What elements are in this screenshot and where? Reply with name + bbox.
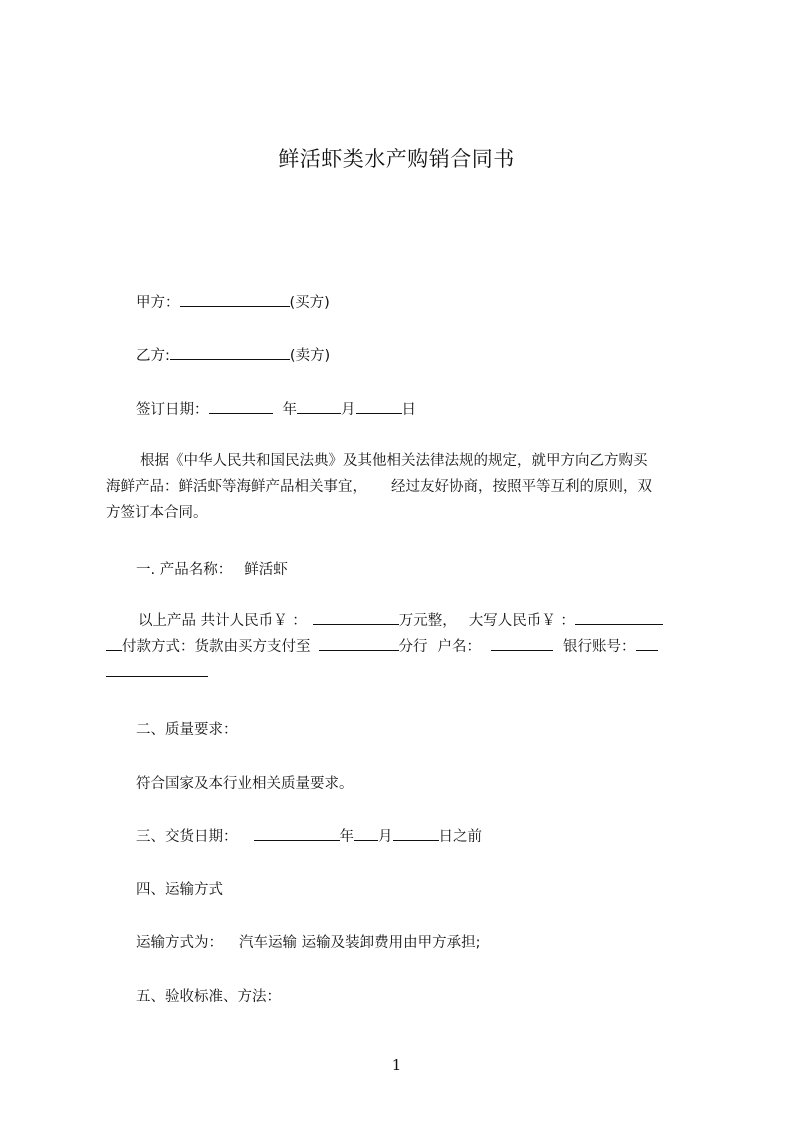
bank-blank <box>319 638 399 651</box>
party-b-label: 乙方: <box>136 348 170 364</box>
party-a-blank <box>180 294 290 307</box>
page-number: 1 <box>391 1056 402 1074</box>
delivery-month-blank <box>354 828 378 841</box>
account-name-label: 户名： <box>437 639 481 655</box>
preamble-line-2 <box>106 474 701 500</box>
preamble-line-3: 方签订本合同。 <box>106 505 208 521</box>
sign-date-line <box>136 398 416 419</box>
payment-line <box>106 634 701 660</box>
party-a-label: 甲方： <box>136 295 180 311</box>
account-name-blank <box>491 638 553 651</box>
delivery-month-label: 月 <box>378 829 393 845</box>
delivery-day-blank <box>393 828 439 841</box>
section-4-heading: 四、运输方式 <box>136 882 223 898</box>
preamble-line-1: 根据《中华人民共和国民法典》及其他相关法律法规的规定，就甲方向乙方购买 <box>140 453 648 469</box>
upper-price-blank <box>575 612 663 625</box>
account-no-blank-cont <box>106 664 208 677</box>
party-a-suffix: (买方) <box>289 295 330 311</box>
account-no-line <box>106 660 701 686</box>
document-title: 鲜活虾类水产购销合同书 <box>278 147 515 171</box>
delivery-year-label: 年 <box>339 829 354 845</box>
quality-text: 符合国家及本行业相关质量要求。 <box>136 776 354 792</box>
sign-day-blank <box>356 401 402 414</box>
sign-month-label: 月 <box>341 402 356 418</box>
total-price-line <box>106 608 701 634</box>
transport-line <box>136 931 481 952</box>
preamble-line-2a: 海鲜产品：鲜活虾等海鲜产品相关事宜， <box>106 479 367 495</box>
sign-year-blank <box>209 401 273 414</box>
sign-year-label: 年 <box>282 402 297 418</box>
section-2-heading: 二、质量要求： <box>136 722 238 738</box>
section-5-heading: 五、验收标准、方法： <box>136 989 281 1005</box>
section-3-heading: 三、交货日期： <box>136 829 238 845</box>
party-a-line <box>136 291 330 312</box>
party-b-line <box>136 344 330 365</box>
total-price-unit: 万元整， <box>398 613 457 629</box>
upper-price-blank-cont <box>106 638 122 651</box>
sign-date-label: 签订日期： <box>136 402 209 418</box>
section-1-heading: 一. 产品名称： <box>136 562 233 578</box>
product-name: 鲜活虾 <box>244 562 288 578</box>
branch-label: 分行 <box>398 639 428 655</box>
section-1-payment-paragraph <box>106 608 701 686</box>
delivery-year-blank <box>254 828 340 841</box>
sign-month-blank <box>297 401 341 414</box>
account-no-blank <box>636 638 658 651</box>
payment-label: 付款方式：货款由买方支付至 <box>122 639 311 655</box>
account-no-label: 银行账号： <box>563 639 636 655</box>
total-price-blank <box>313 612 399 625</box>
delivery-day-label: 日之前 <box>438 829 482 845</box>
preamble-line-2b: 经过友好协商，按照平等互利的原则，双 <box>391 479 652 495</box>
section-1-heading-line <box>136 558 288 579</box>
upper-price-label: 大写人民币￥ ： <box>468 613 575 629</box>
party-b-suffix: (卖方) <box>289 348 331 364</box>
sign-day-label: 日 <box>401 402 416 418</box>
preamble-paragraph <box>106 448 701 526</box>
section-3-line <box>136 825 482 846</box>
transport-value: 汽车运输 运输及装卸费用由甲方承担; <box>239 935 481 951</box>
total-price-label: 以上产品 共计人民币￥ ： <box>138 613 307 629</box>
party-b-blank <box>170 347 290 360</box>
transport-label: 运输方式为： <box>136 935 223 951</box>
